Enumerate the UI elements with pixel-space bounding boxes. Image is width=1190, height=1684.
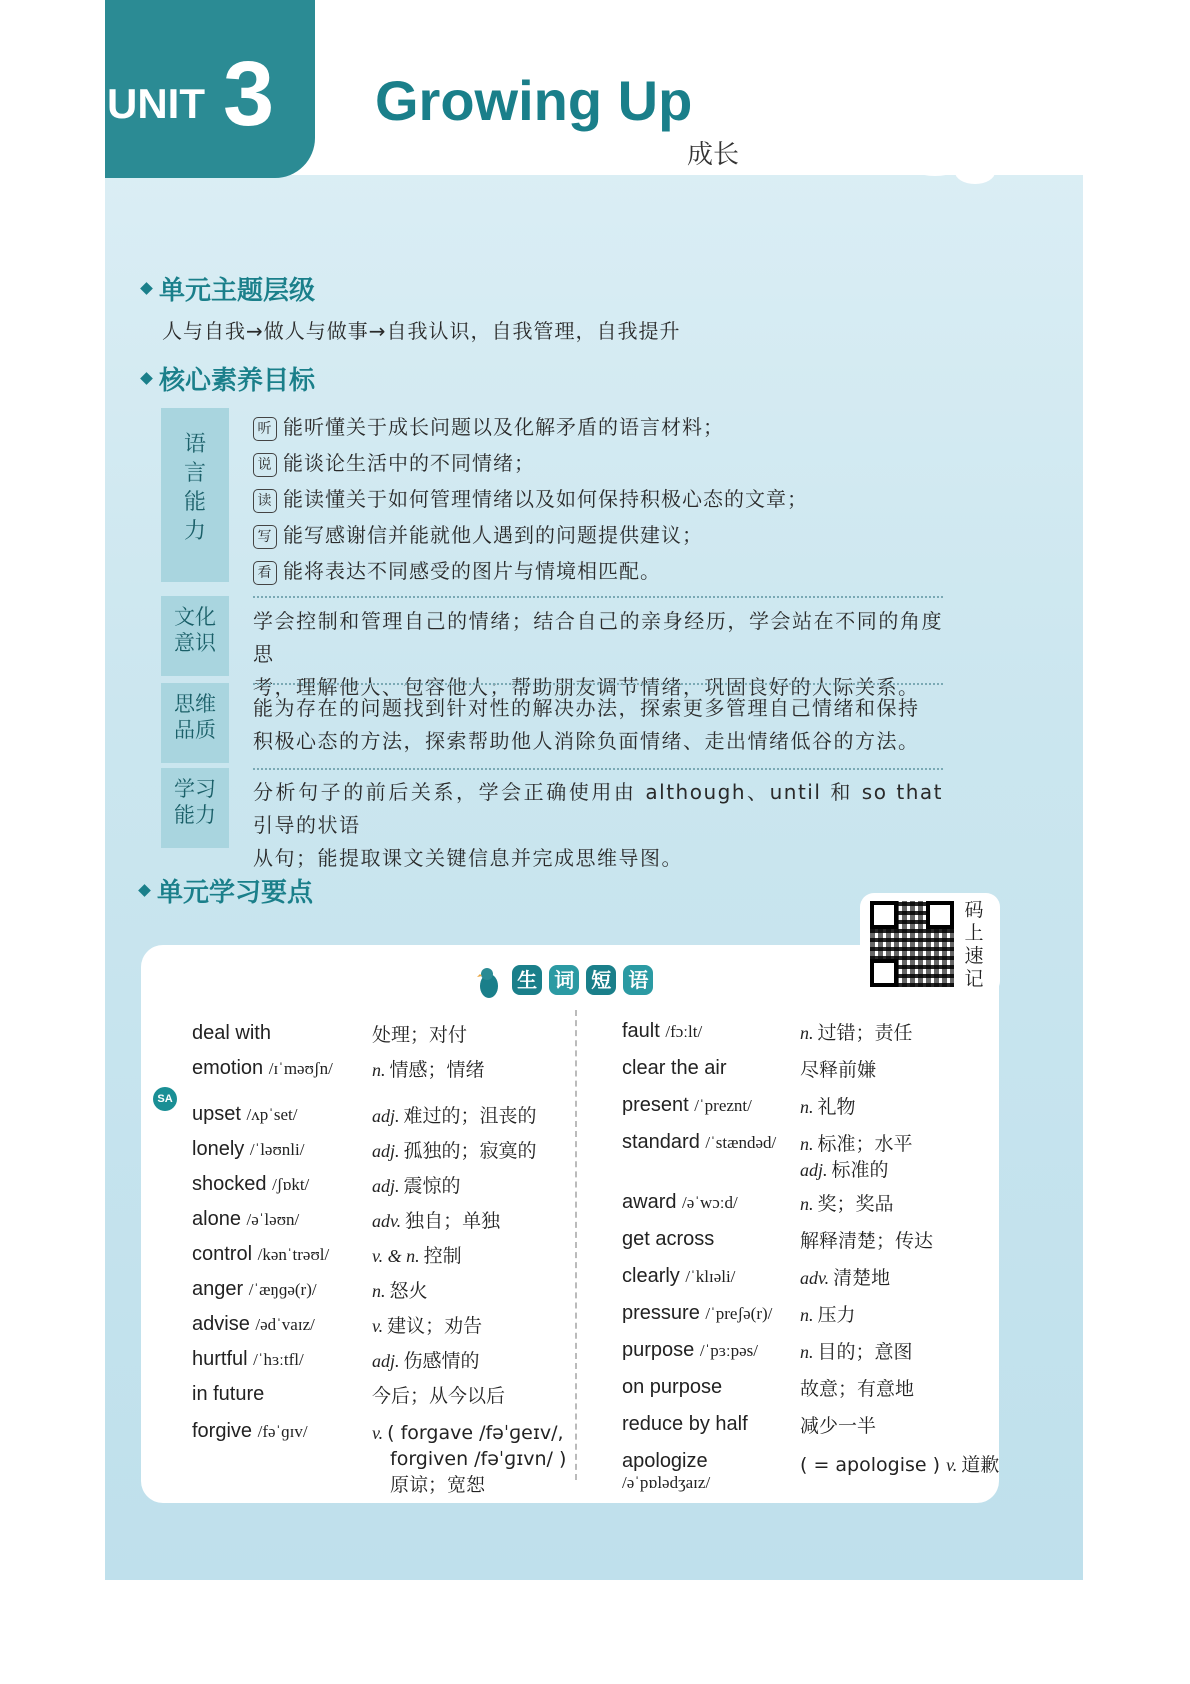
vocab-meaning: adj. 伤感情的 <box>372 1350 480 1372</box>
bird-icon <box>477 966 501 1000</box>
vocab-meaning: v. 建议；劝告 <box>372 1315 483 1337</box>
culture-text: 学会控制和管理自己的情绪；结合自己的亲身经历，学会站在不同的角度思 考，理解他人、包容他人；帮助朋友调节情绪，巩固良好的人际关系。 <box>253 609 943 699</box>
vocab-meaning: ( = apologise ) v. 道歉 <box>800 1454 1000 1476</box>
unit-title: Growing Up <box>375 69 693 132</box>
speak-badge-icon: 说 <box>253 453 277 477</box>
cloud-decoration <box>955 160 995 184</box>
learning-text: 分析句子的前后关系，学会正确使用由 although、until 和 so that 引导的状语 从句；能提取课文关键信息并完成思维导图。 <box>253 780 943 870</box>
vocab-word: lonely /ˈləʊnli/ <box>192 1138 305 1160</box>
view-badge-icon: 看 <box>253 561 277 585</box>
skill-item-reading: 读 能读懂关于如何管理情绪以及如何保持积极心态的文章； <box>253 483 808 513</box>
skill-item-listening: 听 能听懂关于成长问题以及化解矛盾的语言材料； <box>253 411 724 441</box>
vocab-meaning: 减少一半 <box>800 1415 877 1437</box>
vocab-word: hurtful /ˈhɜːtfl/ <box>192 1348 304 1370</box>
read-badge-icon: 读 <box>253 489 277 513</box>
unit-subtitle: 成长 <box>687 140 740 170</box>
vocab-meaning: n. 奖；奖品 <box>800 1193 894 1215</box>
vocab-meaning: n. 过错；责任 <box>800 1022 913 1044</box>
qr-card[interactable] <box>860 893 1000 995</box>
skill-item-speaking: 说 能谈论生活中的不同情绪； <box>253 447 535 477</box>
vocab-word: deal with <box>192 1022 271 1044</box>
vocab-word: present /ˈpreznt/ <box>622 1094 752 1116</box>
vocab-meaning: n. 压力 <box>800 1304 856 1326</box>
unit-number: 3 <box>223 43 275 145</box>
column-divider <box>575 1010 577 1480</box>
vocab-word: control /kənˈtrəʊl/ <box>192 1243 330 1265</box>
vocab-meaning: v. & n. 控制 <box>372 1245 462 1267</box>
vocab-meaning: n. 怒火 <box>372 1280 428 1302</box>
vocab-word: upset /ʌpˈset/ <box>192 1103 298 1125</box>
vocab-word: standard /ˈstændəd/ <box>622 1131 777 1153</box>
vocab-word: shocked /ʃɒkt/ <box>192 1173 310 1195</box>
vocab-word: anger /ˈæŋɡə(r)/ <box>192 1278 317 1300</box>
vocab-word: pressure /ˈpreʃə(r)/ <box>622 1302 773 1324</box>
vocab-word: get across <box>622 1228 715 1250</box>
divider <box>253 683 943 685</box>
diamond-icon <box>138 884 151 897</box>
vocab-word: purpose /ˈpɜːpəs/ <box>622 1339 758 1361</box>
vocab-word: clearly /ˈklɪəli/ <box>622 1265 736 1287</box>
language-ability-label: 语 言 能 力 <box>161 408 229 582</box>
vocab-meaning: 解释清楚；传达 <box>800 1230 934 1252</box>
vocab-meaning: n. 情感；情绪 <box>372 1059 485 1081</box>
vocab-word: alone /əˈləʊn/ <box>192 1208 300 1230</box>
theme-text: 人与自我→做人与做事→自我认识，自我管理，自我提升 <box>162 319 681 343</box>
vocab-meaning: 今后；从今以后 <box>372 1385 506 1407</box>
qr-code-icon[interactable] <box>870 901 954 987</box>
vocab-meaning: n. 标准；水平 adj. 标准的 <box>800 1133 913 1181</box>
thinking-text: 能为存在的问题找到针对性的解决办法，探索更多管理自己情绪和保持 积极心态的方法，探索帮助他人消除负面情绪、走出情绪低谷的方法。 <box>253 696 920 753</box>
vocab-word: apologize /əˈpɒlədʒaɪz/ <box>622 1450 711 1492</box>
vocab-meaning: 故意；有意地 <box>800 1378 915 1400</box>
vocab-word: advise /ədˈvaɪz/ <box>192 1313 315 1335</box>
vocab-word: in future <box>192 1383 265 1405</box>
vocab-word: fault /fɔːlt/ <box>622 1020 703 1042</box>
vocab-meaning: adv. 独自；单独 <box>372 1210 501 1232</box>
diamond-icon <box>140 372 153 385</box>
unit-word: UNIT <box>107 80 205 127</box>
theme-heading: 单元主题层级 <box>142 270 315 307</box>
vocab-word: award /əˈwɔːd/ <box>622 1191 738 1213</box>
vocab-word: on purpose <box>622 1376 723 1398</box>
vocab-meaning: adv. 清楚地 <box>800 1267 891 1289</box>
skill-item-viewing: 看 能将表达不同感受的图片与情境相匹配。 <box>253 555 661 585</box>
goals-heading: 核心素养目标 <box>142 360 315 397</box>
vocab-title: 生 词 短 语 <box>477 965 655 1000</box>
qr-caption: 码 上 速 记 <box>964 899 984 990</box>
vocab-meaning: adj. 震惊的 <box>372 1175 461 1197</box>
unit-tab <box>105 0 315 178</box>
vocab-meaning: v. ( forgave /fəˈɡeɪv/, forgiven /fəˈɡɪvn/ ) 原谅；宽恕 <box>372 1422 567 1496</box>
culture-label: 文化 意识 <box>161 596 229 676</box>
vocab-meaning: n. 礼物 <box>800 1096 856 1118</box>
diamond-icon <box>140 282 153 295</box>
skill-item-writing: 写 能写感谢信并能就他人遇到的问题提供建议； <box>253 519 703 549</box>
learning-label: 学习 能力 <box>161 768 229 848</box>
vocab-meaning: adj. 难过的；沮丧的 <box>372 1105 537 1127</box>
vocab-word: clear the air <box>622 1057 727 1079</box>
sa-badge-icon: SA <box>153 1087 177 1111</box>
thinking-label: 思维 品质 <box>161 683 229 763</box>
vocab-meaning: 尽释前嫌 <box>800 1059 877 1081</box>
vocab-word: forgive /fəˈɡɪv/ <box>192 1420 308 1442</box>
divider <box>253 596 943 598</box>
write-badge-icon: 写 <box>253 525 277 549</box>
vocab-word: emotion /ɪˈməʊʃn/ <box>192 1057 333 1079</box>
vocab-meaning: n. 目的；意图 <box>800 1341 913 1363</box>
vocab-word: reduce by half <box>622 1413 748 1435</box>
points-heading: 单元学习要点 <box>140 872 313 909</box>
listen-badge-icon: 听 <box>253 417 277 441</box>
vocab-meaning: adj. 孤独的；寂寞的 <box>372 1140 537 1162</box>
divider <box>253 768 943 770</box>
vocab-meaning: 处理；对付 <box>372 1024 468 1046</box>
